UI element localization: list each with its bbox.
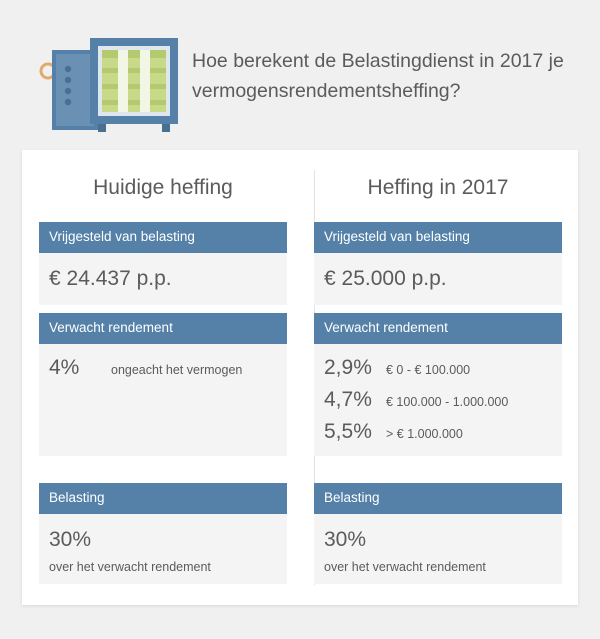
- column-title-current: Huidige heffing: [93, 176, 233, 199]
- block-return-2017-header: Verwacht rendement: [314, 313, 562, 344]
- rate-row: [324, 356, 552, 380]
- block-return-2017: [314, 313, 562, 456]
- tax-percent-current: 30%: [49, 528, 92, 551]
- tax-percent-2017: 30%: [324, 528, 367, 551]
- rate-description: > € 1.000.000: [386, 427, 463, 441]
- comparison-panel: [22, 150, 578, 605]
- block-exempt-2017-header: Vrijgesteld van belasting: [314, 222, 562, 253]
- safe-icon: [38, 24, 188, 134]
- header: [0, 0, 600, 150]
- tax-note-2017: over het verwacht rendement: [324, 560, 486, 574]
- rate-description: € 100.000 - 1.000.000: [386, 395, 509, 409]
- rate-percent: 4%: [49, 356, 80, 379]
- exempt-amount-2017: € 25.000 p.p.: [324, 267, 447, 290]
- block-tax-2017-header: Belasting: [314, 483, 562, 514]
- exempt-amount-current: € 24.437 p.p.: [49, 267, 172, 290]
- block-tax-current-body: [39, 514, 287, 584]
- block-return-current-body: [39, 344, 287, 456]
- page-title: Hoe berekent de Belastingdienst in 2017 je vermogensrendementsheffing?: [192, 50, 564, 102]
- block-exempt-2017-body: [314, 253, 562, 305]
- rate-percent: 5,5%: [324, 420, 372, 443]
- block-exempt-current-header: Vrijgesteld van belasting: [39, 222, 287, 253]
- column-title-2017: Heffing in 2017: [367, 176, 509, 199]
- block-tax-2017-body: [314, 514, 562, 584]
- block-tax-2017: [314, 483, 562, 584]
- block-exempt-current-body: [39, 253, 287, 305]
- tax-note-current: over het verwacht rendement: [49, 560, 211, 574]
- rate-percent: 4,7%: [324, 388, 372, 411]
- rate-description: € 0 - € 100.000: [386, 363, 471, 377]
- rate-row: [49, 356, 277, 380]
- block-tax-current: [39, 483, 287, 584]
- block-return-current-header: Verwacht rendement: [39, 313, 287, 344]
- block-exempt-2017: [314, 222, 562, 305]
- rate-row: [324, 388, 552, 412]
- block-return-2017-body: [314, 344, 562, 456]
- block-tax-current-header: Belasting: [39, 483, 287, 514]
- rate-row: [324, 420, 552, 444]
- rate-description: ongeacht het vermogen: [111, 363, 243, 377]
- rate-percent: 2,9%: [324, 356, 372, 379]
- block-exempt-current: [39, 222, 287, 305]
- block-return-current: [39, 313, 287, 456]
